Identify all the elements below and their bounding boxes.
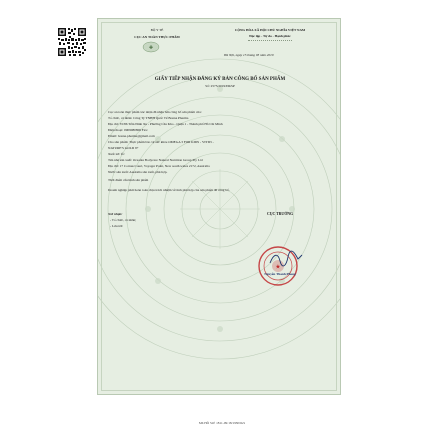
issue-date: Hà Nội, ngày 15 tháng 03 năm 2019 [224,53,274,57]
body-line: Email: bonna.pharma@gmail.com [108,134,155,138]
signature-icon [268,249,304,269]
body-line: Địa chỉ: 35/86 Trần Đình Xu - Phường Cầu Kho - Quận 1 - Thành phố Hồ Chí Minh [108,122,223,126]
body-line: NATURE'S GOLD 9+ [108,146,139,150]
body-line: Thời điểm cấu hình sản phẩm [108,178,149,182]
department-name: CỤC AN TOÀN THỰC PHẨM [134,35,180,39]
national-motto: Độc lập - Tự do - Hạnh phúc [249,34,291,38]
republic-name: CỘNG HÒA XÃ HỘI CHỦ NGHĨA VIỆT NAM [234,28,306,32]
body-line: Nước sản xuất: Australia sản xuất, phù hợp. [108,170,168,174]
document-footer-code: Mã HỒ SƠ: 1811-09/18/19NDGS [198,421,246,425]
body-line: Cho sản phẩm: Thực phẩm bảo vệ sức khỏe OMEGA 3 FOR KIDS - VITD3 - [108,140,214,144]
body-line: Tên nhà sản xuất: Oceania Bodycare Natural Nutrition Group Pty Ltd [108,158,203,162]
body-line: Điện thoại: 0909080806 Fax: [108,128,148,132]
body-line: Tổ chức, cá nhân: Công Ty TNHH Quốc Tế Bonna Pharma [108,116,189,120]
document-title: GIẤY TIẾP NHẬN ĐĂNG KÝ BẢN CÔNG BỐ SẢN PHẨM [154,77,286,82]
qr-code-icon [57,27,87,57]
ministry-emblem-icon [142,41,160,53]
svg-text:✚: ✚ [148,45,154,51]
body-line: Doanh nghiệp phải hoàn toàn chịu trách nhiệm về tính phù hợp của sản phẩm đã công bố. [108,188,230,192]
svg-text:★: ★ [275,263,281,271]
body-line: Cục an toàn thực phẩm xác nhận đã nhận bản công bố sản phẩm của: [108,110,202,114]
recipient-line: - Tổ chức, cá nhân; [110,218,137,222]
body-line: Xuất xứ: Úc [108,152,125,156]
motto-underline [248,40,292,41]
registration-number: Số: 2575/2019/ĐKSP [205,84,235,88]
certificate-document [97,18,341,395]
signatory-name: Nguyễn Thanh Phong [264,272,296,276]
recipient-line: - Lưu trữ. [110,224,124,228]
body-line: Địa chỉ: 17 Cornus Court, Voyager Point, New south wales 2172, Australia [108,164,210,168]
ministry-name: BỘ Y TẾ [150,28,164,32]
recipients-heading: Nơi nhận: [108,212,123,216]
signatory-title: CỤC TRƯỞNG [266,212,294,216]
